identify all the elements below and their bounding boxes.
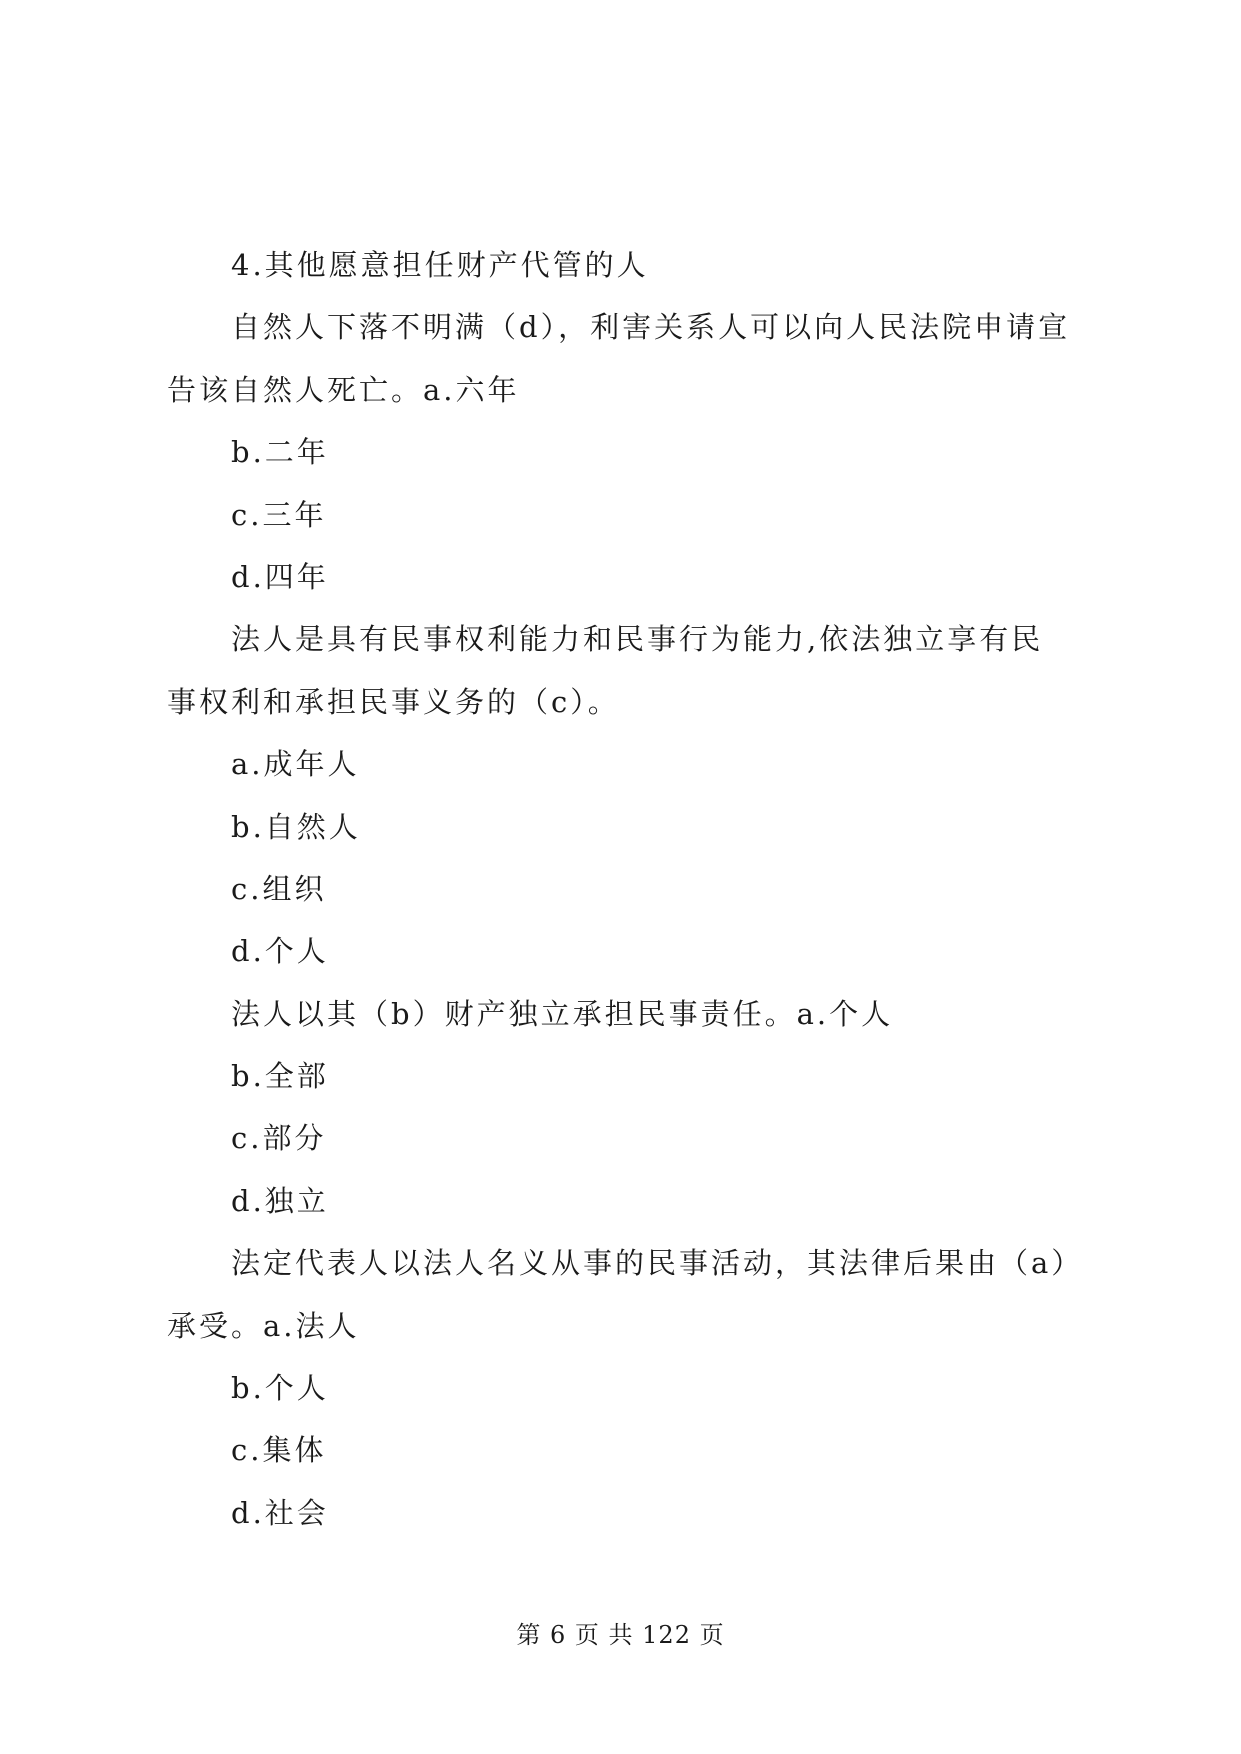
text-line: d.社会 xyxy=(231,1495,329,1530)
text-line: 承受。a.法人 xyxy=(167,1308,360,1343)
page-footer: 第 6 页 共 122 页 xyxy=(516,1621,725,1649)
text-line: 自然人下落不明满（d），利害关系人可以向人民法院申请宣 xyxy=(231,310,1071,345)
text-line: 法人以其（b）财产独立承担民事责任。a.个人 xyxy=(231,996,894,1031)
text-line: 4.其他愿意担任财产代管的人 xyxy=(231,248,649,282)
text-line: d.个人 xyxy=(231,934,329,969)
text-line: c.部分 xyxy=(231,1121,327,1156)
document-body xyxy=(167,234,1097,1544)
text-line: b.二年 xyxy=(231,435,329,470)
text-line: 告该自然人死亡。a.六年 xyxy=(167,372,520,407)
text-line: 法定代表人以法人名义从事的民事活动，其法律后果由（a） xyxy=(231,1246,1084,1281)
text-line: d.四年 xyxy=(231,559,329,594)
text-line: c.组织 xyxy=(231,871,327,906)
text-line: b.个人 xyxy=(231,1371,329,1406)
text-line: a.成年人 xyxy=(231,747,360,782)
text-line: 法人是具有民事权利能力和民事行为能力,依法独立享有民 xyxy=(231,622,1044,657)
text-line: b.全部 xyxy=(231,1059,329,1094)
text-line: d.独立 xyxy=(231,1183,329,1218)
text-line: b.自然人 xyxy=(231,809,361,844)
text-line: c.集体 xyxy=(231,1433,327,1468)
text-line: 事权利和承担民事义务的（c）。 xyxy=(167,684,620,719)
text-line: c.三年 xyxy=(231,497,327,532)
